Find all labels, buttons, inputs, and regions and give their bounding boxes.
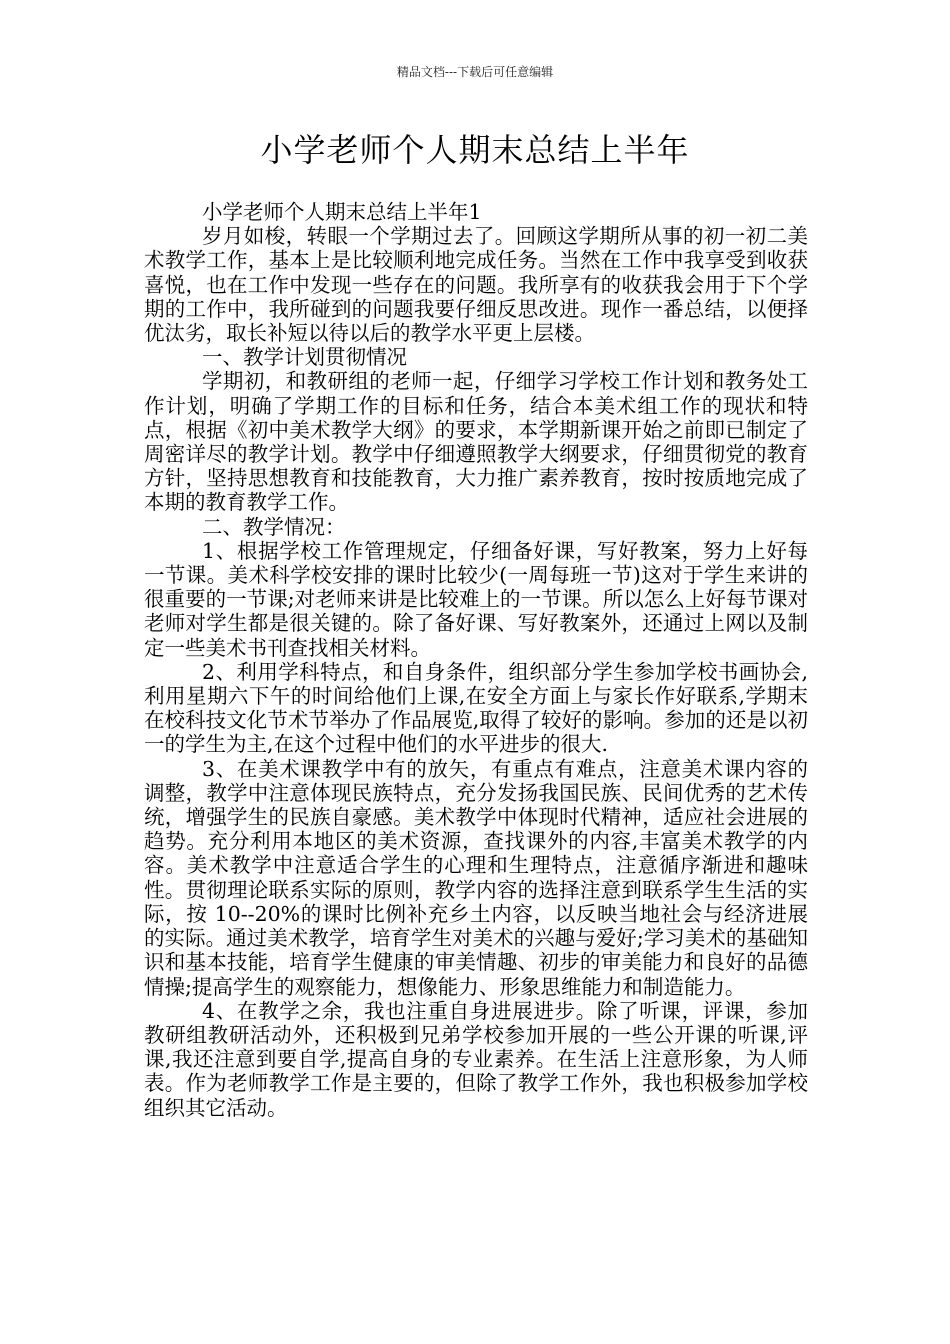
paragraph-item-2: 2、利用学科特点，和自身条件，组织部分学生参加学校书画协会,利用星期六下午的时间给他们上课,在安全方面上与家长作好联系,学期末在校科技文化节术节举办了作品展览,取得了较好的影响。参加的还是以初一的学生为主,在这个过程中他们的水平进步的很大. xyxy=(144,659,808,757)
document-title: 小学老师个人期末总结上半年 xyxy=(260,131,690,169)
page-header: 精品文档---下载后可任意编辑 xyxy=(396,65,554,79)
paragraph-item-1: 1、根据学校工作管理规定，仔细备好课，写好教案，努力上好每一节课。美术科学校安排的课时比较少(一周每班一节)这对于学生来讲的很重要的一节课;对老师来讲是比较难上的一节课。所以怎么上好每节课对老师对学生都是很关键的。除了备好课、写好教案外，还通过上网以及制定一些美术书刊查找相关材料。 xyxy=(144,538,808,660)
paragraph-subtitle: 小学老师个人期末总结上半年1 xyxy=(202,200,482,224)
paragraph-item-4: 4、在教学之余，我也注重自身进展进步。除了听课，评课，参加教研组教研活动外，还积极到兄弟学校参加开展的一些公开课的听课,评课,我还注意到要自学,提高自身的专业素养。在生活上注意形象，为人师表。作为老师教学工作是主要的，但除了教学工作外，我也积极参加学校组织其它活动。 xyxy=(144,998,808,1120)
document-body xyxy=(144,200,808,1120)
section-heading-1: 一、教学计划贯彻情况 xyxy=(202,345,407,370)
paragraph-intro: 岁月如梭，转眼一个学期过去了。回顾这学期所从事的初一初二美术教学工作，基本上是比较顺利地完成任务。当然在工作中我享受到收获喜悦，也在工作中发现一些存在的问题。我所享有的收获我会用于下个学期的工作中，我所碰到的问题我要仔细反思改进。现作一番总结，以便择优汰劣，取长补短以待以后的教学水平更上层楼。 xyxy=(144,224,808,346)
section-heading-2: 二、教学情况： xyxy=(202,514,346,539)
paragraph-item-3: 3、在美术课教学中有的放矢，有重点有难点，注意美术课内容的调整，教学中注意体现民族特点，充分发扬我国民族、民间优秀的艺术传统，增强学生的民族自豪感。美术教学中体现时代精神，适应社会进展的趋势。充分利用本地区的美术资源，查找课外的内容,丰富美术教学的内容。美术教学中注意适合学生的心理和生理特点，注意循序渐进和趣味性。贯彻理论联系实际的原则，教学内容的选择注意到联系学生生活的实际，按 10--20%的课时比例补充乡土内容，以反映当地社会与经济进展的实际。通过美术教学，培育学生对美术的兴趣与爱好;学习美术的基础知识和基本技能，培育学生健康的审美情趣、初步的审美能力和良好的品德情操;提高学生的观察能力，想像能力、形象思维能力和制造能力。 xyxy=(144,756,808,999)
paragraph-plan: 学期初，和教研组的老师一起，仔细学习学校工作计划和教务处工作计划，明确了学期工作的目标和任务，结合本美术组工作的现状和特点，根据《初中美术教学大纲》的要求，本学期新课开始之前即已制定了周密详尽的教学计划。教学中仔细遵照教学大纲要求，仔细贯彻党的教育方针，坚持思想教育和技能教育，大力推广素养教育，按时按质地完成了本期的教育教学工作。 xyxy=(144,369,808,515)
